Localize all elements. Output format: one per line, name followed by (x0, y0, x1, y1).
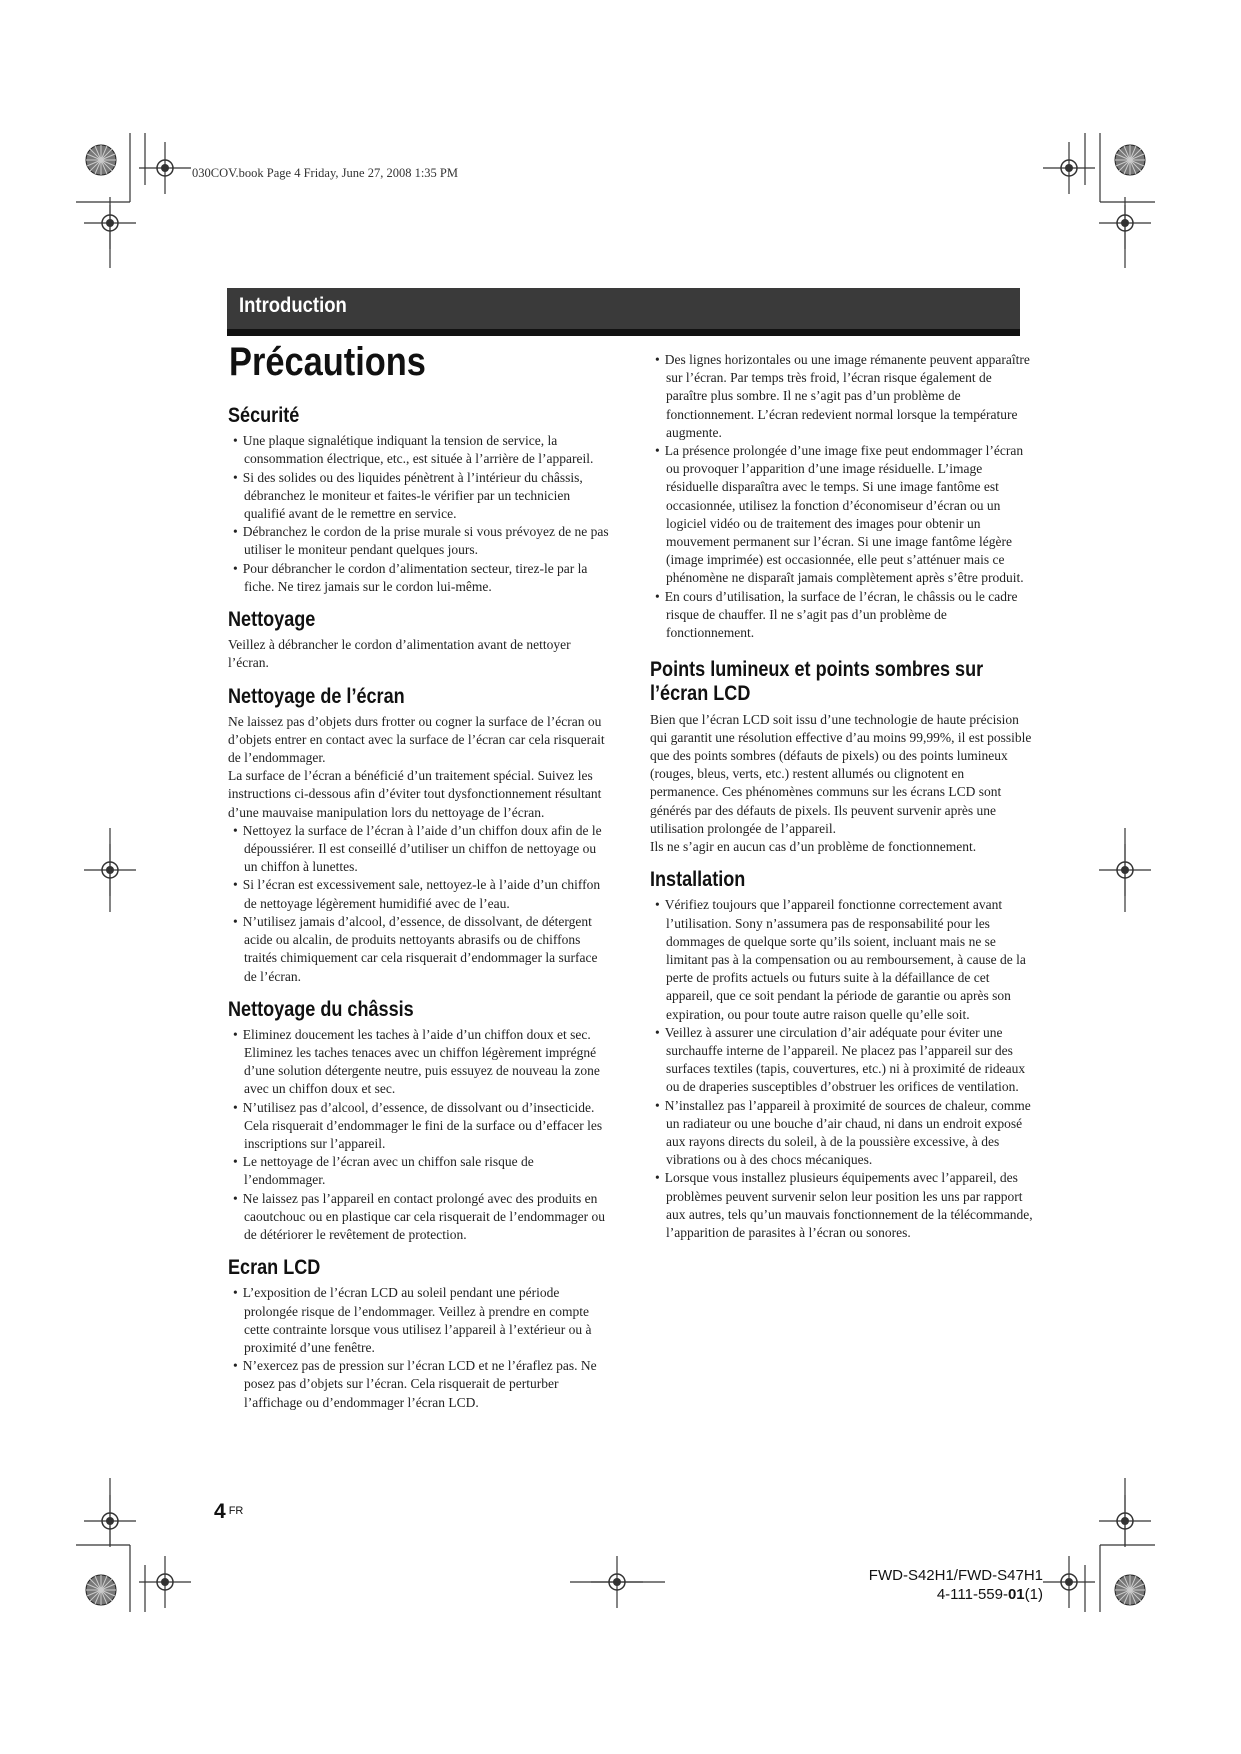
list-item: • Pour débrancher le cordon d’alimentation secteur, tirez-le par la fiche. Ne tirez jamais sur le cordon lui-même. (228, 560, 613, 596)
list-item: • Veillez à assurer une circulation d’air adéquate pour éviter une surchauffe interne de l’appareil. Ne placez pas l’appareil sur des surfaces textiles (tapis, couvertures, etc.) ni à proximité de rideaux ou de draperies susceptibles d’obstruer les orifices de ventilation. (650, 1024, 1035, 1097)
list-item: • Nettoyez la surface de l’écran à l’aide d’un chiffon doux afin de le dépoussiérer. Il est conseillé d’utiliser un chiffon de nettoyage ou un chiffon à lunettes. (228, 822, 613, 877)
code-prefix: 4-111-559- (936, 1586, 1008, 1603)
list-item: • N’utilisez jamais d’alcool, d’essence, de dissolvant, de détergent acide ou alcalin, de produits nettoyants abrasifs ou de chiffons traités chimiquement car cela risquerait d’endommager la surface de l’écran. (228, 913, 613, 986)
right-column (650, 351, 1035, 1242)
paragraph: Veillez à débrancher le cordon d’alimentation avant de nettoyer l’écran. (228, 637, 571, 671)
list-item: • En cours d’utilisation, la surface de l’écran, le châssis ou le cadre risque de chauffer. Il ne s’agit pas d’un problème de fonctionnement. (650, 588, 1035, 643)
list-item: • Une plaque signalétique indiquant la tension de service, la consommation électrique, etc., est située à l’arrière de l’appareil. (228, 432, 613, 468)
page-number-value: 4 (214, 1500, 226, 1523)
crosshair-icon (1043, 1556, 1095, 1608)
list-item: • Le nettoyage de l’écran avec un chiffon sale risque de l’endommager. (228, 1153, 613, 1189)
list-item: • La présence prolongée d’une image fixe peut endommager l’écran ou provoquer l’apparition d’une image résiduelle. L’image résiduelle disparaîtra avec le temps. Si une image fantôme est occasionnée, utilisez la fonction d’économiseur d’écran ou un logiciel vidéo ou de traitement des images pour obtenir un mouvement permanent sur l’écran. Si une image fantôme légère (image imprimée) est occasionnée, elle peut s’atténuer mais ce phénomène ne disparaît jamais complètement après s’être produit. (650, 442, 1035, 588)
heading-installation: Installation (650, 868, 746, 892)
ecran-lcd-list-continued (650, 351, 1035, 642)
crosshair-icon (139, 1556, 191, 1608)
crosshair-icon (139, 142, 191, 194)
page-language: FR (228, 1505, 244, 1517)
left-column (228, 404, 613, 1412)
model-info (869, 1566, 1043, 1604)
page-title: Précautions (229, 340, 426, 384)
list-item: • Des lignes horizontales ou une image rémanente peuvent apparaître sur l’écran. Par temps très froid, l’écran risque également de paraître plus sombre. Il ne s’agit pas d’un problème de fonctionnement. L’écran redevient normal lorsque la température augmente. (650, 351, 1035, 442)
color-target-icon (86, 1575, 116, 1605)
heading-securite: Sécurité (228, 404, 300, 427)
section-bar (227, 288, 1020, 336)
color-target-icon (1115, 1575, 1145, 1605)
installation-list (650, 896, 1035, 1242)
paragraph: La surface de l’écran a bénéficié d’un traitement spécial. Suivez les instructions ci-dessous afin d’éviter tout dysfonctionnement résultant d’une mauvaise manipulation lors du nettoyage de l’écran. (228, 768, 602, 820)
heading-nettoyage-ecran: Nettoyage de l’écran (228, 684, 405, 708)
list-item: • Lorsque vous installez plusieurs équipements avec l’appareil, des problèmes peuvent survenir selon leur position les uns par rapport aux autres, tels qu’un mauvais fonctionnement de la télécommande, l’apparition de parasites à l’écran ou sonores. (650, 1169, 1035, 1242)
code-suffix: (1) (1024, 1586, 1043, 1603)
heading-nettoyage: Nettoyage (228, 607, 316, 631)
crosshair-icon (1043, 142, 1095, 194)
code-bold: 01 (1007, 1586, 1025, 1603)
paragraph: Ils ne s’agir en aucun cas d’un problème de fonctionnement. (650, 838, 977, 854)
heading-nettoyage-chassis: Nettoyage du châssis (228, 997, 414, 1021)
heading-ecran-lcd: Ecran LCD (228, 1256, 321, 1280)
paragraph: Bien que l’écran LCD soit issu d’une technologie de haute précision qui garantit une résolution effective d’au moins 99,99%, il est possible que des points sombres (défauts de pixels) ou des points lumineux (rouges, bleus, verts, etc.) restent allumés ou clignotent en permanence. Ces phénomènes communs sur les écrans LCD sont générés par des défauts de pixels. Ils peuvent survenir après une utilisation prolongée de l’appareil. (650, 711, 1032, 836)
list-item: • Si l’écran est excessivement sale, nettoyez-le à l’aide d’un chiffon de nettoyage légèrement humidifié avec de l’eau. (228, 876, 613, 912)
model-name: FWD-S42H1/FWD-S47H1 (868, 1567, 1043, 1584)
ecran-lcd-list (228, 1284, 613, 1411)
list-item: • N’exercez pas de pression sur l’écran LCD et ne l’éraflez pas. Ne posez pas d’objets sur l’écran. Cela risquerait de perturber l’affichage ou d’endommager l’écran LCD. (228, 1357, 613, 1412)
section-title: Introduction (239, 294, 347, 317)
nettoyage-chassis-list (228, 1026, 613, 1244)
list-item: • Débranchez le cordon de la prise murale si vous prévoyez de ne pas utiliser le moniteur pendant quelques jours. (228, 523, 613, 559)
nettoyage-ecran-list (228, 822, 613, 986)
page-number (214, 1500, 243, 1524)
color-target-icon (1115, 145, 1145, 175)
list-item: • Si des solides ou des liquides pénètrent à l’intérieur du châssis, débranchez le moniteur et faites-le vérifier par un technicien qualifié avant de le remettre en service. (228, 469, 613, 524)
list-item: • Vérifiez toujours que l’appareil fonctionne correctement avant l’utilisation. Sony n’assumera pas de responsabilité pour les dommages de quelque sorte qu’ils soient, incluant mais ne se limitant pas à la compensation ou au remboursement, à cause de la perte de profits actuels ou futurs suite à la défaillance de cet appareil, que ce soit pendant la période de garantie ou après son expiration, ou pour toute autre raison quelle qu’elle soit. (650, 896, 1035, 1023)
list-item: • N’installez pas l’appareil à proximité de sources de chaleur, comme un radiateur ou une bouche d’air chaud, ni dans un endroit exposé aux rayons directs du soleil, à de la poussière excessive, à des vibrations ou à des chocs mécaniques. (650, 1097, 1035, 1170)
color-target-icon (86, 145, 116, 175)
securite-list (228, 432, 613, 596)
paragraph: Ne laissez pas d’objets durs frotter ou cogner la surface de l’écran ou d’objets entrer en contact avec la surface de l’écran car cela risquerait de l’endommager. (228, 713, 605, 766)
list-item: • Eliminez doucement les taches à l’aide d’un chiffon doux et sec. Eliminez les taches tenaces avec un chiffon légèrement imprégné d’une solution détergente neutre, puis essuyez de nouveau la zone avec un chiffon doux et sec. (228, 1026, 613, 1099)
list-item: • N’utilisez pas d’alcool, d’essence, de dissolvant ou d’insecticide. Cela risquerait d’endommager le fini de la surface ou d’effacer les inscriptions sur l’appareil. (228, 1099, 613, 1154)
list-item: • L’exposition de l’écran LCD au soleil pendant une période prolongée risque de l’endommager. Veillez à prendre en compte cette contrainte lorsque vous utilisez l’appareil à l’extérieur ou à proximité d’une fenêtre. (228, 1284, 613, 1357)
model-code (869, 1585, 1043, 1604)
list-item: • Ne laissez pas l’appareil en contact prolongé avec des produits en caoutchouc ou en plastique car cela risquerait de l’endommager ou de détériorer le revêtement de protection. (228, 1190, 613, 1245)
file-header: 030COV.book Page 4 Friday, June 27, 2008 1:35 PM (192, 166, 458, 180)
heading-points: Points lumineux et points sombres sur l’écran LCD (650, 658, 984, 706)
